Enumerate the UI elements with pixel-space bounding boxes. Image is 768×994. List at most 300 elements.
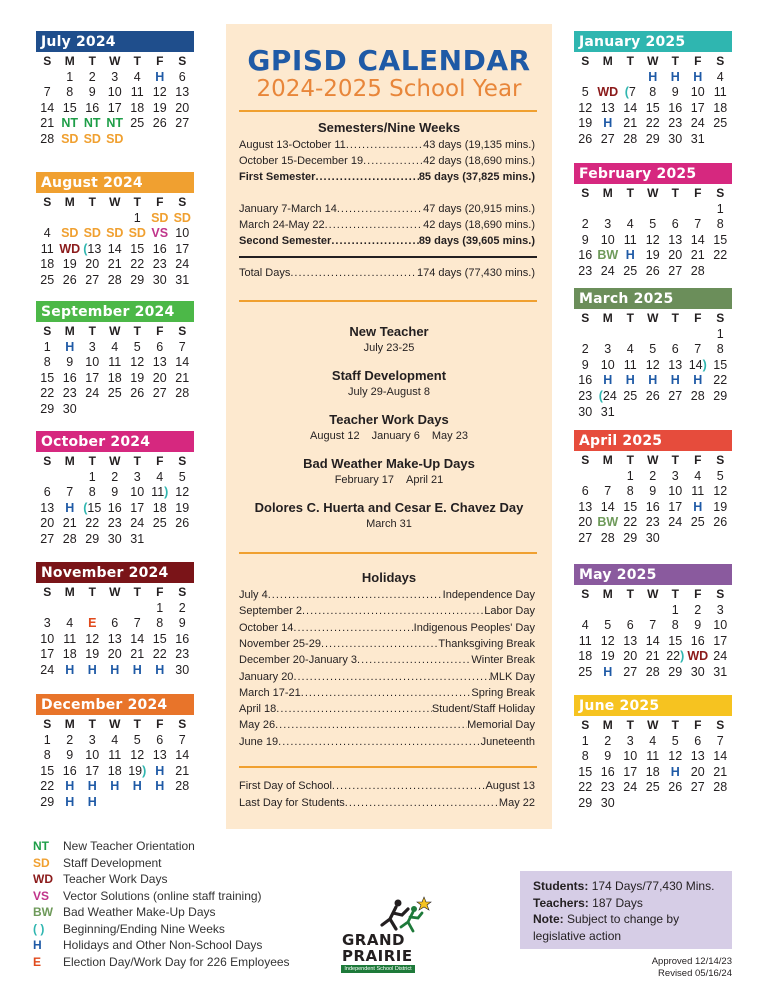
day-cell: 8 xyxy=(581,749,589,764)
school-day-label: Last Day for Students xyxy=(239,796,345,809)
event-date: February 17 xyxy=(334,474,394,486)
legend-item xyxy=(33,921,290,938)
holiday-row xyxy=(239,718,535,733)
holiday-date: May 26 xyxy=(239,719,276,732)
day-cell: 7 xyxy=(66,485,74,500)
day-cell: 16 xyxy=(578,373,593,388)
empty-cell xyxy=(574,327,597,343)
event-date: May 23 xyxy=(431,430,468,442)
day-cell: 6 xyxy=(178,69,186,84)
day-cell: 7 xyxy=(178,732,186,747)
holiday-row xyxy=(239,670,535,685)
day-cell: 15 xyxy=(40,370,55,385)
day-cell: 24 xyxy=(130,516,145,531)
day-cell: 19 xyxy=(645,248,660,263)
leader-dots xyxy=(331,234,418,249)
day-cell: 13 xyxy=(152,748,167,763)
day-cell xyxy=(171,211,194,227)
month-title: July 2024 xyxy=(36,31,194,52)
day-code: SD xyxy=(106,131,124,146)
holiday-date: June 19 xyxy=(239,735,279,748)
day-cell: 30 xyxy=(645,530,660,545)
day-cell: 1 xyxy=(133,210,141,225)
month-grid xyxy=(574,587,732,681)
day-cell: 14 xyxy=(690,232,705,247)
day-cell: 15 xyxy=(578,764,593,779)
event-dates xyxy=(226,430,552,442)
day-cell: 1 xyxy=(156,600,164,615)
day-code: H xyxy=(693,499,703,514)
day-cell: 14 xyxy=(130,631,145,646)
weekday-header: T xyxy=(133,54,141,68)
day-cell: 5 xyxy=(649,217,657,232)
day-cell: 29 xyxy=(713,388,728,403)
month-grid xyxy=(574,718,732,812)
weekday-header: M xyxy=(602,587,613,601)
day-cell: 24 xyxy=(713,649,728,664)
day-cell: 28 xyxy=(713,780,728,795)
day-cell xyxy=(126,764,149,780)
day-cell: 23 xyxy=(107,516,122,531)
day-cell: 26 xyxy=(578,131,593,146)
day-cell: 25 xyxy=(690,515,705,530)
weekday-header: M xyxy=(64,585,75,599)
holiday-date: January 20 xyxy=(239,670,294,683)
day-cell: 8 xyxy=(88,485,96,500)
day-code: H xyxy=(625,248,635,263)
day-cell: 21 xyxy=(645,649,660,664)
day-cell xyxy=(81,501,104,517)
day-cell: 16 xyxy=(107,500,122,515)
day-cell: 7 xyxy=(694,217,702,232)
month-grid xyxy=(36,717,194,811)
day-cell: 23 xyxy=(175,647,190,662)
month-title: June 2025 xyxy=(574,695,732,716)
day-code: H xyxy=(670,69,680,84)
weekday-header: S xyxy=(43,717,52,731)
event-date: March 31 xyxy=(366,518,412,530)
day-cell xyxy=(104,116,127,132)
empty-cell xyxy=(81,211,104,227)
month-apr xyxy=(574,430,732,547)
day-cell: 24 xyxy=(623,780,638,795)
day-code: NT xyxy=(83,116,101,131)
day-cell xyxy=(687,358,710,374)
weekday-header: M xyxy=(64,54,75,68)
day-cell: 13 xyxy=(668,232,683,247)
day-code: H xyxy=(65,339,75,354)
total-days-value: 174 days (77,430 mins.) xyxy=(416,267,535,279)
day-code: H xyxy=(110,662,120,677)
note-label: Note: xyxy=(533,912,564,926)
day-cell: 26 xyxy=(62,272,77,287)
day-cell: 27 xyxy=(578,530,593,545)
day-cell: 4 xyxy=(716,69,724,84)
day-cell: 16 xyxy=(62,763,77,778)
day-cell xyxy=(597,515,620,531)
day-cell: 7 xyxy=(178,339,186,354)
weekday-header: S xyxy=(716,311,725,325)
total-days-row xyxy=(239,266,535,281)
day-cell: 5 xyxy=(581,85,589,100)
day-cell xyxy=(664,649,687,665)
day-cell: 14 xyxy=(175,748,190,763)
day-cell: 28 xyxy=(175,386,190,401)
month-may xyxy=(574,564,732,681)
nine-weeks-bracket: ( xyxy=(83,241,88,256)
day-cell: 6 xyxy=(671,342,679,357)
weekday-header: W xyxy=(647,311,659,325)
semester-label: March 24-May 22 xyxy=(239,219,325,231)
day-cell: 16 xyxy=(85,100,100,115)
day-cell: 16 xyxy=(62,370,77,385)
weekday-header: S xyxy=(716,587,725,601)
weekday-header: W xyxy=(109,585,121,599)
day-code: H xyxy=(87,794,97,809)
empty-cell xyxy=(619,327,642,343)
day-cell: 8 xyxy=(43,748,51,763)
day-code: H xyxy=(65,662,75,677)
day-cell: 30 xyxy=(600,795,615,810)
day-cell: 10 xyxy=(668,484,683,499)
leader-dots xyxy=(315,170,418,185)
weekday-header: T xyxy=(626,186,634,200)
day-cell: 9 xyxy=(178,616,186,631)
weekday-header: T xyxy=(626,311,634,325)
leader-dots xyxy=(332,779,486,794)
day-cell: 12 xyxy=(578,100,593,115)
day-cell: 2 xyxy=(66,732,74,747)
note-value: Subject to change by legislative action xyxy=(533,912,680,943)
weekday-header: W xyxy=(109,454,121,468)
day-cell: 8 xyxy=(66,85,74,100)
holiday-date: October 14 xyxy=(239,621,294,634)
day-cell xyxy=(104,132,127,148)
day-cell: 24 xyxy=(600,263,615,278)
month-grid xyxy=(36,454,194,548)
legend-item xyxy=(33,855,290,872)
month-grid xyxy=(36,585,194,679)
day-cell: 13 xyxy=(623,633,638,648)
day-cell: 27 xyxy=(85,272,100,287)
day-cell xyxy=(149,70,172,86)
day-code: NT xyxy=(61,116,79,131)
event-dates xyxy=(226,518,552,530)
weekday-header: T xyxy=(671,453,679,467)
holiday-name: Spring Break xyxy=(471,686,535,699)
day-cell: 3 xyxy=(626,733,634,748)
legend-item xyxy=(33,937,290,954)
holiday-name: Student/Staff Holiday xyxy=(431,703,535,716)
day-cell: 20 xyxy=(175,100,190,115)
semester-value: 43 days (19,135 mins.) xyxy=(423,139,535,151)
leader-dots xyxy=(325,218,424,233)
day-cell: 8 xyxy=(43,355,51,370)
semester-row xyxy=(239,170,535,185)
day-cell: 21 xyxy=(130,647,145,662)
day-cell: 11 xyxy=(623,232,637,247)
day-cell: 25 xyxy=(130,116,145,131)
school-day-label: First Day of School xyxy=(239,780,332,792)
semester-value: 42 days (18,690 mins.) xyxy=(423,155,535,167)
weekday-header: T xyxy=(88,585,96,599)
day-cell: 7 xyxy=(716,733,724,748)
day-cell: 29 xyxy=(40,401,55,416)
day-cell: 19 xyxy=(62,257,77,272)
month-dec xyxy=(36,694,194,811)
day-code: SD xyxy=(61,131,79,146)
day-cell: 20 xyxy=(623,649,638,664)
day-cell: 2 xyxy=(88,69,96,84)
day-cell: 7 xyxy=(649,618,657,633)
empty-cell xyxy=(619,603,642,619)
day-cell xyxy=(126,779,149,795)
day-cell: 24 xyxy=(85,386,100,401)
weekday-header: T xyxy=(671,587,679,601)
runners-logo-icon xyxy=(338,895,434,935)
day-cell: 8 xyxy=(626,484,634,499)
day-cell: 16 xyxy=(668,100,683,115)
day-cell: 19 xyxy=(713,499,728,514)
day-number: 7 xyxy=(628,85,636,100)
weekday-header: S xyxy=(178,195,187,209)
day-cell: 19 xyxy=(85,647,100,662)
leader-dots xyxy=(321,637,438,652)
weekday-header: M xyxy=(64,195,75,209)
leader-dots xyxy=(276,702,432,717)
day-cell: 17 xyxy=(130,500,145,515)
month-title: October 2024 xyxy=(36,431,194,452)
weekday-header: M xyxy=(64,454,75,468)
weekday-header: T xyxy=(626,587,634,601)
day-cell: 10 xyxy=(85,748,100,763)
weekday-header: S xyxy=(716,453,725,467)
day-number: 19 xyxy=(128,763,143,778)
day-cell xyxy=(81,226,104,242)
weekday-header: T xyxy=(626,718,634,732)
day-cell: 9 xyxy=(66,355,74,370)
day-cell: 17 xyxy=(175,241,190,256)
nine-weeks-bracket: ( xyxy=(83,500,88,515)
day-cell xyxy=(59,779,82,795)
day-cell: 29 xyxy=(578,795,593,810)
day-cell: 26 xyxy=(645,263,660,278)
day-cell: 23 xyxy=(152,257,167,272)
day-cell: 23 xyxy=(668,116,683,131)
day-cell: 18 xyxy=(130,100,145,115)
day-cell: 15 xyxy=(62,100,77,115)
day-cell: 6 xyxy=(156,732,164,747)
weekday-header: S xyxy=(43,585,52,599)
holiday-name: Memorial Day xyxy=(467,719,535,732)
day-cell: 13 xyxy=(175,85,190,100)
day-cell: 11 xyxy=(108,355,122,370)
day-cell: 21 xyxy=(623,116,638,131)
day-cell: 30 xyxy=(152,272,167,287)
day-cell: 28 xyxy=(107,272,122,287)
legend-description: Staff Development xyxy=(63,855,162,870)
day-cell xyxy=(597,373,620,389)
day-code: H xyxy=(132,779,142,794)
leader-dots xyxy=(293,621,413,636)
day-cell: 5 xyxy=(716,468,724,483)
day-cell: 14 xyxy=(107,241,122,256)
day-code: SD xyxy=(83,131,101,146)
day-cell xyxy=(59,340,82,356)
nine-weeks-bracket: ) xyxy=(164,485,169,500)
day-cell: 6 xyxy=(671,217,679,232)
weekday-header: F xyxy=(694,453,702,467)
day-cell: 21 xyxy=(107,257,122,272)
nine-weeks-bracket: ) xyxy=(702,357,707,372)
day-cell: 12 xyxy=(645,232,660,247)
day-cell: 10 xyxy=(40,631,55,646)
day-cell: 6 xyxy=(581,484,589,499)
day-cell: 27 xyxy=(175,116,190,131)
month-oct xyxy=(36,431,194,548)
empty-cell xyxy=(104,601,127,617)
day-cell: 12 xyxy=(645,357,660,372)
legend-code: ( ) xyxy=(33,921,45,936)
day-cell: 24 xyxy=(668,515,683,530)
day-cell xyxy=(664,765,687,781)
day-cell: 20 xyxy=(40,516,55,531)
day-cell xyxy=(687,373,710,389)
school-day-value: May 22 xyxy=(498,796,535,809)
day-cell: 11 xyxy=(691,484,705,499)
day-cell: 11 xyxy=(578,633,592,648)
day-cell: 17 xyxy=(690,100,705,115)
logo-line2: PRAIRIE xyxy=(342,947,413,965)
day-cell: 19 xyxy=(130,370,145,385)
empty-cell xyxy=(104,211,127,227)
day-code: BW xyxy=(597,248,619,263)
weekday-header: T xyxy=(626,54,634,68)
event-date: April 21 xyxy=(406,474,444,486)
divider xyxy=(239,110,537,112)
legend-code: SD xyxy=(33,855,50,870)
day-cell: 22 xyxy=(152,647,167,662)
month-title: November 2024 xyxy=(36,562,194,583)
weekday-header: S xyxy=(581,453,590,467)
day-cell: 11 xyxy=(63,631,77,646)
day-code: H xyxy=(693,373,703,388)
leader-dots xyxy=(275,718,467,733)
day-cell: 20 xyxy=(152,370,167,385)
day-cell: 26 xyxy=(713,515,728,530)
day-cell: 29 xyxy=(85,531,100,546)
day-cell: 7 xyxy=(694,342,702,357)
day-cell: 21 xyxy=(713,764,728,779)
day-cell: 9 xyxy=(88,85,96,100)
legend xyxy=(33,838,290,970)
weekday-header: T xyxy=(133,195,141,209)
legend-description: Holidays and Other Non-School Days xyxy=(63,938,263,953)
day-cell: 13 xyxy=(668,357,683,372)
event-date: August 12 xyxy=(310,430,360,442)
weekday-header: M xyxy=(602,453,613,467)
legend-description: Teacher Work Days xyxy=(63,872,168,887)
day-code: H xyxy=(693,69,703,84)
day-cell: 19 xyxy=(578,116,593,131)
weekday-header: S xyxy=(716,718,725,732)
leader-dots xyxy=(302,604,484,619)
empty-cell xyxy=(36,470,59,486)
weekday-header: T xyxy=(88,454,96,468)
day-cell: 30 xyxy=(175,662,190,677)
day-cell xyxy=(81,795,104,811)
day-cell: 7 xyxy=(604,484,612,499)
school-day-row xyxy=(239,796,535,811)
day-cell xyxy=(104,779,127,795)
day-code: SD xyxy=(173,210,191,225)
day-cell xyxy=(642,373,665,389)
day-cell: 6 xyxy=(156,339,164,354)
month-grid xyxy=(574,311,732,420)
day-code: H xyxy=(155,779,165,794)
day-cell: 12 xyxy=(130,748,145,763)
legend-code: H xyxy=(33,938,42,953)
day-cell: 26 xyxy=(152,116,167,131)
revised-date: Revised 05/16/24 xyxy=(658,968,732,979)
event-title: New Teacher xyxy=(349,324,429,339)
month-title: March 2025 xyxy=(574,288,732,309)
month-nov xyxy=(36,562,194,679)
day-cell: 26 xyxy=(130,386,145,401)
day-cell: 16 xyxy=(690,633,705,648)
month-grid xyxy=(574,186,732,280)
day-cell xyxy=(149,764,172,780)
day-cell: 28 xyxy=(600,530,615,545)
day-code: SD xyxy=(83,226,101,241)
empty-cell xyxy=(59,470,82,486)
empty-cell xyxy=(597,202,620,218)
day-code: H xyxy=(603,373,613,388)
day-cell xyxy=(126,663,149,679)
nine-weeks-bracket: ) xyxy=(680,649,685,664)
day-cell: 25 xyxy=(623,388,638,403)
semester-row xyxy=(239,202,535,217)
day-code: WD xyxy=(687,649,709,664)
legend-description: Election Day/Work Day for 226 Employees xyxy=(63,954,290,969)
day-cell xyxy=(149,485,172,501)
day-code: SD xyxy=(128,226,146,241)
day-cell: 10 xyxy=(623,749,638,764)
empty-cell xyxy=(642,327,665,343)
day-cell: 29 xyxy=(645,131,660,146)
holiday-date: April 18 xyxy=(239,703,277,716)
day-cell: 29 xyxy=(130,272,145,287)
month-title: May 2025 xyxy=(574,564,732,585)
day-cell: 4 xyxy=(581,618,589,633)
semester-row xyxy=(239,218,535,233)
weekday-header: W xyxy=(647,587,659,601)
month-grid xyxy=(36,324,194,418)
day-cell: 27 xyxy=(668,388,683,403)
students-value: 174 Days/77,430 Mins. xyxy=(591,879,715,893)
day-cell: 3 xyxy=(111,69,119,84)
day-cell: 23 xyxy=(578,388,593,403)
day-cell: 22 xyxy=(713,373,728,388)
day-cell: 15 xyxy=(668,633,683,648)
weekday-header: F xyxy=(156,324,164,338)
month-jan xyxy=(574,31,732,148)
day-cell xyxy=(597,665,620,681)
weekday-header: F xyxy=(694,587,702,601)
day-cell xyxy=(597,248,620,264)
weekday-header: W xyxy=(109,324,121,338)
semester-value: 85 days (37,825 mins.) xyxy=(418,171,535,183)
